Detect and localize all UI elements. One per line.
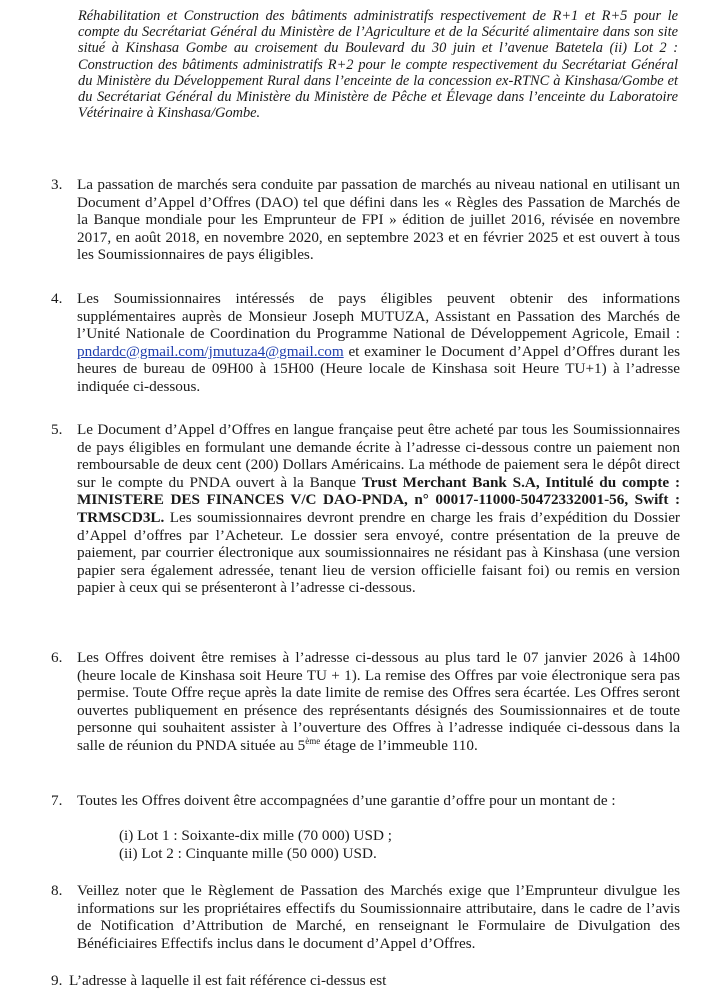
paragraph-text-part: Les Soumissionnaires intéressés de pays éligibles peuvent obtenir des informations supplémentaires auprès de Monsieur Joseph MUTUZA, Assistant en Passation des Marchés de l’Unité Nationale de Coordination du Programme National de Développement Agricole, Email : bbox=[77, 290, 680, 343]
paragraph-text-part: Les soumissionnaires devront prendre en charge les frais d’expédition du Dossier d’Appel d’offres par l’Acheteur. Le dossier sera envoyé, contre présentation de la preuve de paiement, par courrier électronique aux soumissionnaires ne résidant pas à Kinshasa (une version papier sera également adressée, tenant lieu de version officielle faisant foi) ou remis en version papier à ceux qui se présenteront à l’adresse ci-dessous. bbox=[77, 508, 680, 597]
paragraph-text-part: Les Offres doivent être remises à l’adresse ci-dessous au plus tard le 07 janvier 2026 à 14h00 (heure locale de Kinshasa soit Heure TU + 1). La remise des Offres par voie électronique sera pas permise. Toute Offre reçue après la date limite de remise des Offres sera écartée. Les Offres seront ouvertes publiquement en présence des représentants désignés des Soumissionnaires et de toute personne qui souhaitent assister à l’ouverture des Offres à l’adresse indiquée ci-dessous dans la salle de réunion du PNDA située au 5 bbox=[77, 649, 680, 754]
paragraph-text: L’adresse à laquelle il est fait référence ci-dessus est bbox=[69, 972, 387, 989]
paragraph-number: 3. bbox=[51, 176, 63, 193]
paragraph-text bbox=[77, 421, 680, 597]
paragraph-number: 5. bbox=[51, 421, 63, 438]
paragraph-text-part: Le Document d’Appel d’Offres en langue française peut être acheté par tous les Soumissionnaires de pays éligibles en formulant une demande écrite à l’adresse ci-dessous contre un paiement non remboursable de deux cent (200) Dollars Américains. La méthode de paiement sera le dépôt direct sur le compte du PNDA ouvert à la Banque bbox=[77, 421, 680, 491]
paragraph-text bbox=[77, 290, 680, 396]
paragraph-text: Toutes les Offres doivent être accompagnées d’une garantie d’offre pour un montant de : bbox=[77, 792, 616, 809]
bank-details: Trust Merchant Bank S.A, Intitulé du compte : MINISTERE DES FINANCES V/C DAO-PNDA, n° 00017-11000-50472332001-56, Swift : TRMSCD3L. bbox=[77, 473, 680, 526]
paragraph-text: La passation de marchés sera conduite par passation de marchés au niveau national en utilisant un Document d’Appel d’Offres (DAO) tel que défini dans les « Règles des Passation de Marchés de la Banque mondiale pour les Emprunteur de FPI » édition de juillet 2016, révisée en novembre 2017, en août 2018, en novembre 2020, en septembre 2023 et en février 2025 et est ouvert à tous les Soumissionnaires de pays éligibles. bbox=[77, 176, 680, 264]
paragraph-number: 7. bbox=[51, 792, 63, 809]
paragraph-number: 4. bbox=[51, 290, 63, 307]
paragraph-text: Veillez noter que le Règlement de Passation des Marchés exige que l’Emprunteur divulgue les informations sur les propriétaires effectifs du Soumissionnaire attributaire, dans le cadre de l’avis de Notification d’Attribution de Marché, en renseignant le Formulaire de Divulgation des Bénéficiaires Effectifs inclus dans le document d’Appel d’Offres. bbox=[77, 882, 680, 952]
paragraph-text-part: et examiner le Document d’Appel d’Offres durant les heures de bureau de 09H00 à 15H00 (Heure locale de Kinshasa soit Heure TU+1) à l’adresse indiquée ci-dessous. bbox=[77, 342, 680, 395]
email-link[interactable]: pndardc@gmail.com/jmutuza4@gmail.com bbox=[77, 342, 344, 360]
paragraph-text bbox=[77, 649, 680, 755]
lot-2-guarantee: (ii) Lot 2 : Cinquante mille (50 000) USD. bbox=[119, 845, 377, 862]
lot-1-guarantee: (i) Lot 1 : Soixante-dix mille (70 000) USD ; bbox=[119, 827, 392, 844]
superscript: ème bbox=[305, 735, 321, 746]
paragraph-number: 9. bbox=[51, 972, 63, 989]
paragraph-number: 8. bbox=[51, 882, 63, 899]
intro-paragraph: Réhabilitation et Construction des bâtiments administratifs respectivement de R+1 et R+5 pour le compte du Secrétariat Général du Ministère de l’Agriculture et de la Sécurité alimentaire dans son site situé à Kinshasa Gombe au croisement du Boulevard du 30 juin et l’avenue Batetela (ii) Lot 2 : Construction des bâtiments administratifs R+2 pour le compte respectivement du Secrétariat Général du Ministère du Développement Rural dans l’enceinte de la concession ex-RTNC à Kinshasa/Gombe et du Secrétariat Général du Ministère du Ministère de Pêche et Élevage dans l’enceinte du Laboratoire Vétérinaire à Kinshasa/Gombe. bbox=[78, 8, 678, 122]
paragraph-number: 6. bbox=[51, 649, 63, 666]
paragraph-text-part: étage de l’immeuble 110. bbox=[320, 736, 478, 754]
